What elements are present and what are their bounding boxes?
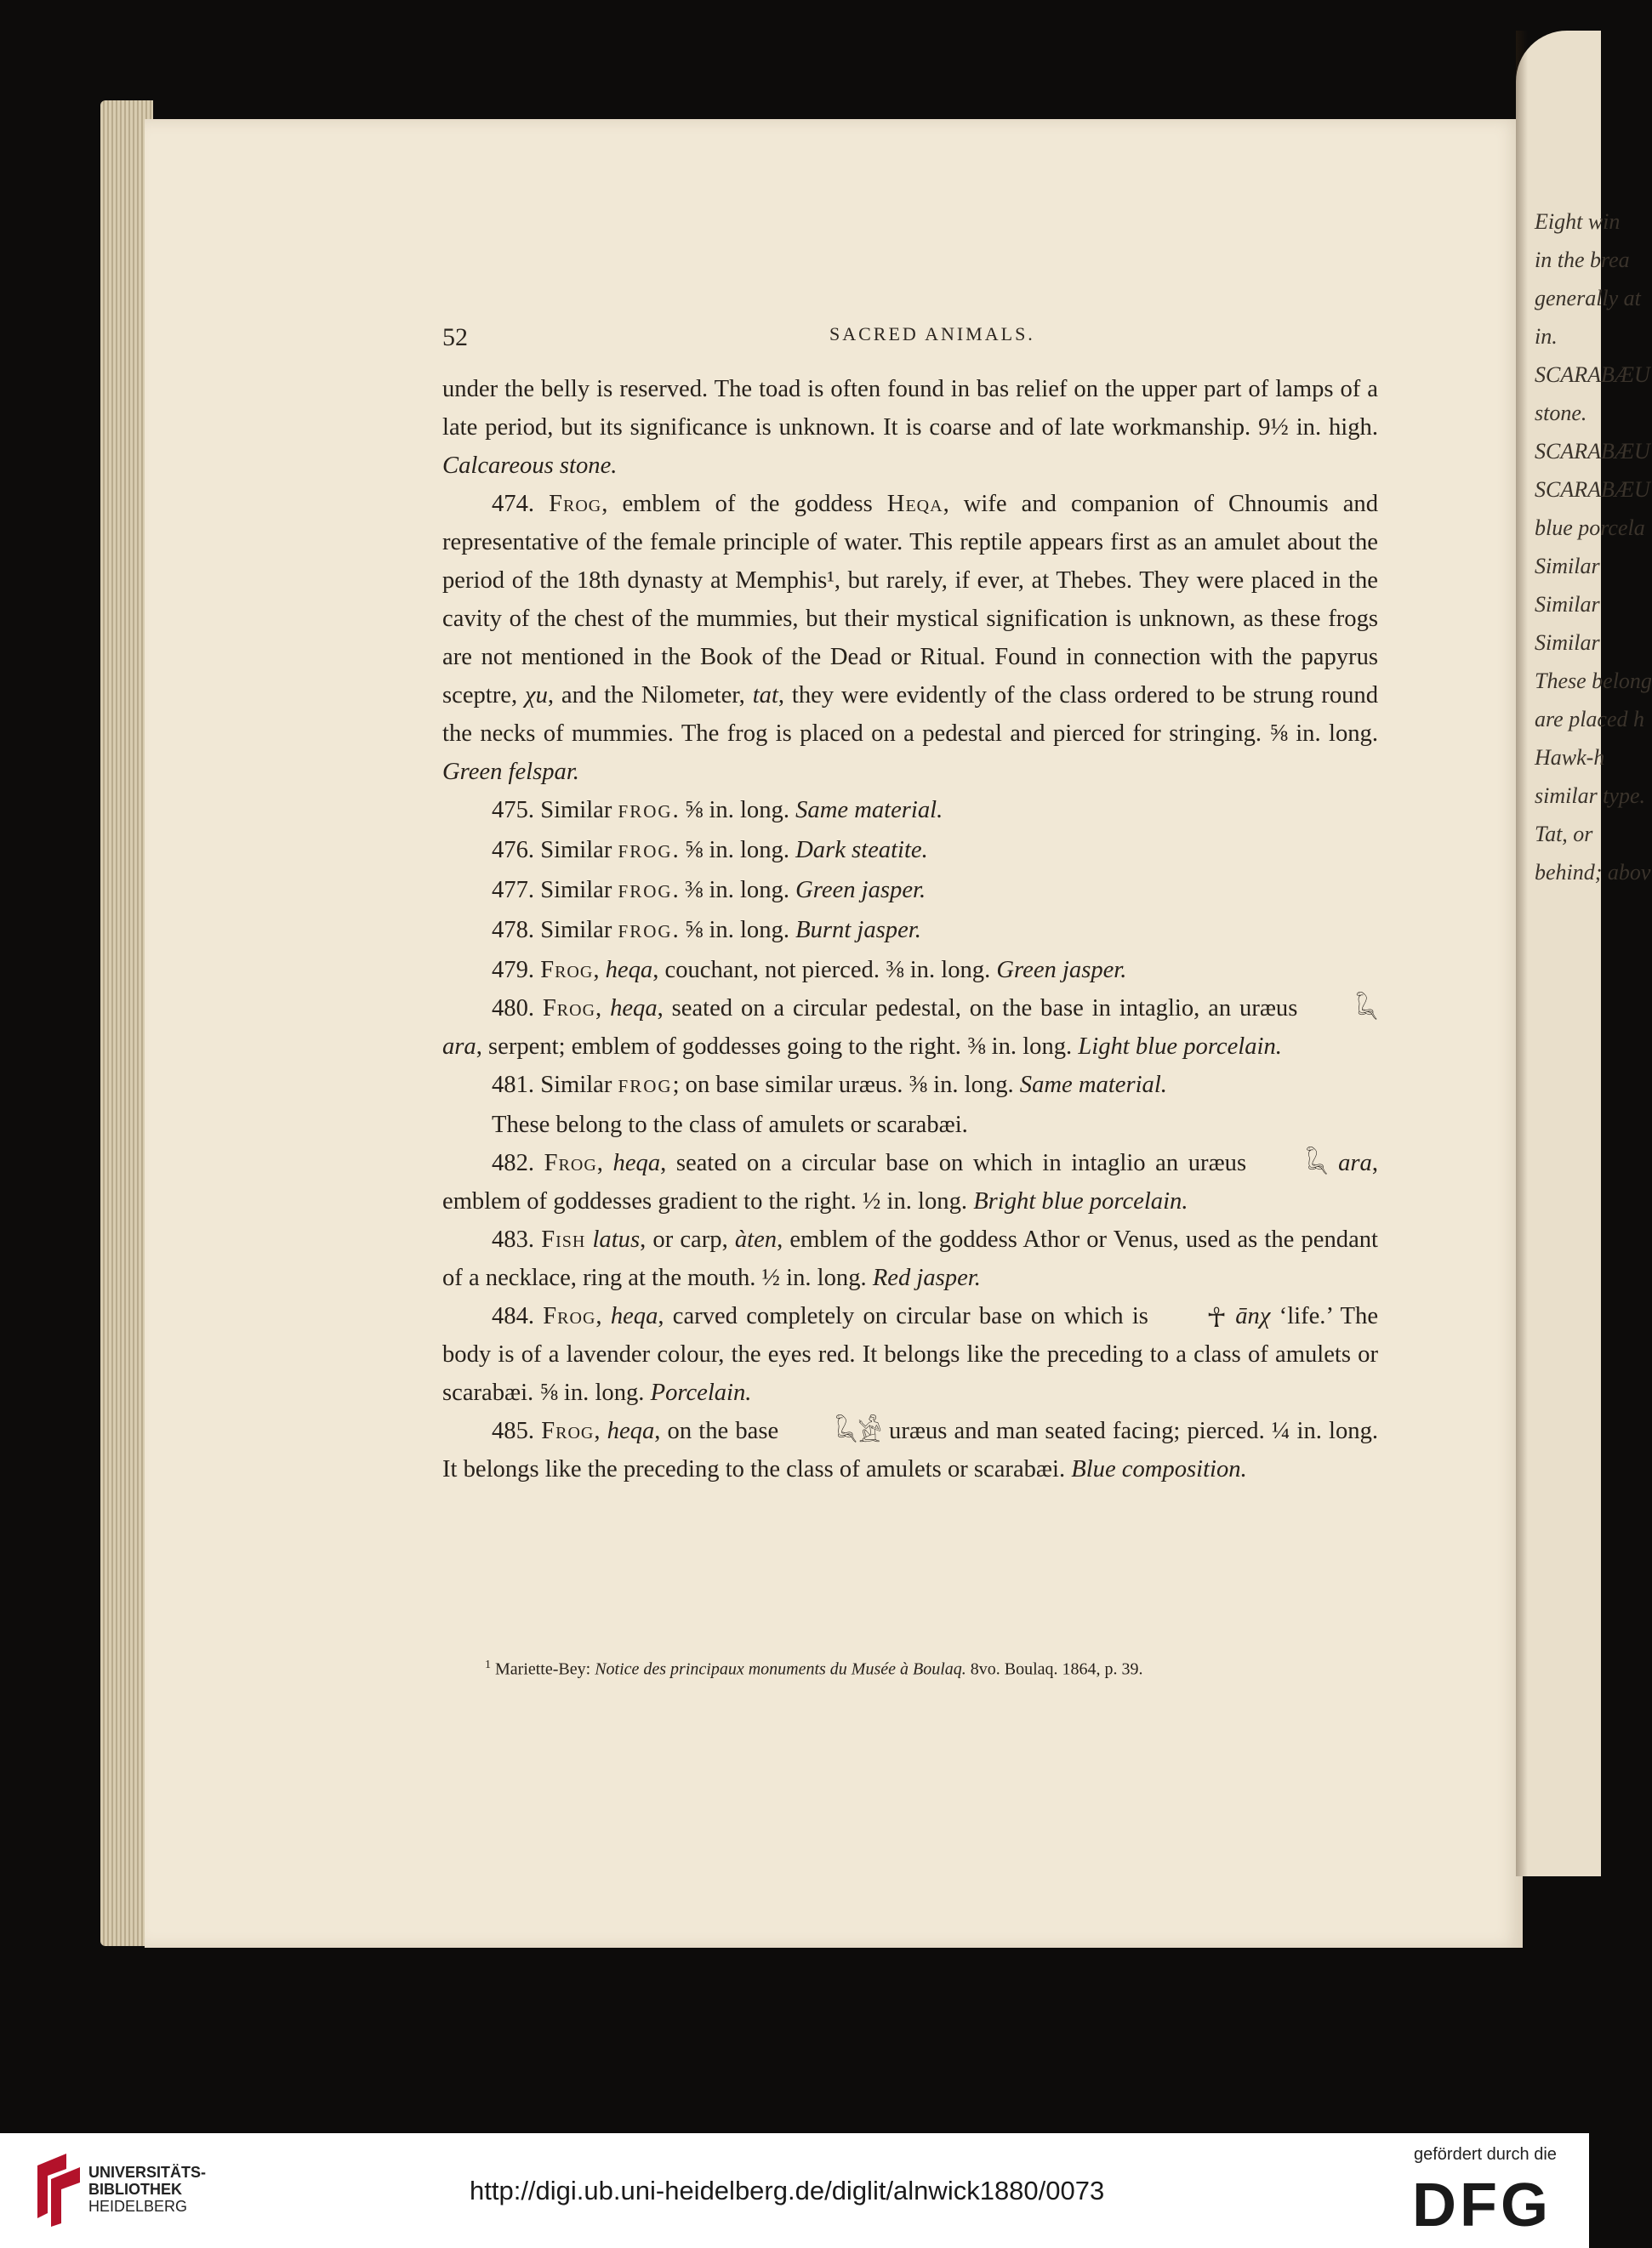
text-span: 478. Similar <box>492 917 618 943</box>
library-name <box>88 2164 206 2215</box>
text-span: Frog <box>544 1150 597 1176</box>
spine-shadow <box>1516 31 1528 1876</box>
text-span: Fish <box>541 1226 586 1253</box>
paragraph-p477 <box>442 871 1378 911</box>
text-span: , serpent; emblem of goddesses going to the right. ⅜ in. long. <box>476 1033 1079 1060</box>
facing-page-fragment: SCARABÆU <box>1535 477 1650 502</box>
text-span: , <box>595 1303 611 1329</box>
dfg-logo: DFG <box>1412 2171 1552 2239</box>
text-span: ; on base similar uræus. ⅜ in. long. <box>672 1072 1020 1098</box>
text-span: àten <box>734 1226 778 1253</box>
text-span: Porcelain. <box>650 1380 752 1406</box>
text-span: 484. <box>492 1303 544 1329</box>
facing-page-fragment: similar type. <box>1535 783 1645 808</box>
footnote-marker: 1 <box>485 1659 491 1671</box>
paragraph-p476 <box>442 831 1378 871</box>
text-span: χu <box>525 682 548 709</box>
paragraph-p0 <box>442 370 1378 485</box>
text-span: latus <box>592 1226 641 1253</box>
text-span: Frog <box>540 957 594 983</box>
facing-page-fragment: Similar <box>1535 592 1600 617</box>
paragraph-p479 <box>442 951 1378 989</box>
facing-page-edge <box>1516 31 1652 1876</box>
text-span: , <box>594 1418 607 1444</box>
text-span: tat <box>752 682 778 709</box>
text-span: 479. <box>492 957 541 983</box>
text-span: 485. <box>492 1418 542 1444</box>
text-span <box>1329 1150 1339 1176</box>
text-span: These belong to the class of amulets or scarabæi. <box>492 1112 968 1138</box>
text-span: . ⅝ in. long. <box>672 797 796 823</box>
text-span: , seated on a circular base on which in intaglio an uræus <box>660 1150 1256 1176</box>
footer-bar <box>0 2133 1589 2248</box>
text-span: heqa <box>612 1150 661 1176</box>
paragraph-p482 <box>442 1144 1378 1221</box>
footnote-author: Mariette-Bey: <box>495 1659 595 1679</box>
text-span: heqa <box>607 1418 655 1444</box>
body-text <box>442 370 1378 1488</box>
facing-page-fragment: These belong <box>1535 669 1652 693</box>
facing-page-fragment: in. <box>1535 324 1558 349</box>
text-span: Green felspar. <box>442 759 579 785</box>
text-span: 474. <box>492 491 550 517</box>
text-span: , emblem of the goddess <box>601 491 887 517</box>
text-span: , or carp, <box>640 1226 735 1253</box>
facing-page-fragment: Similar <box>1535 554 1600 578</box>
paragraph-p474 <box>442 485 1378 791</box>
facing-page-fragment: Eight win <box>1535 209 1621 234</box>
text-span: Green jasper. <box>795 877 926 903</box>
text-span: 475. Similar <box>492 797 618 823</box>
text-span: , <box>593 957 606 983</box>
text-span: FROG <box>618 921 673 942</box>
text-span: 476. Similar <box>492 837 618 863</box>
text-span: , they were evidently of the class ordered to be strung round the necks of mummies. The frog is placed on a pedestal and pierced for stringing. ⅝ in. long. <box>442 682 1379 747</box>
hieroglyph-icon: 𓆗 <box>1305 1149 1329 1180</box>
text-span: Same material. <box>795 797 943 823</box>
text-span: Light blue porcelain. <box>1078 1033 1282 1060</box>
paragraph-p481b <box>442 1106 1378 1144</box>
text-span: Burnt jasper. <box>795 917 921 943</box>
facing-page-fragment: SCARABÆU <box>1535 362 1650 387</box>
facing-page-fragment: stone. <box>1535 401 1587 425</box>
footnote-work: Notice des principaux monuments du Musée à Boulaq. <box>595 1659 966 1679</box>
footnote <box>485 1659 1378 1680</box>
text-span: ara <box>1338 1150 1372 1176</box>
text-span: , carved completely on circular base on which is <box>658 1303 1158 1329</box>
text-span: FROG <box>618 841 673 862</box>
text-span: , on the base <box>654 1418 786 1444</box>
text-span: ‘life.’ The body is of a lavender colour, the eyes red. It belongs like the preceding to a class of amulets or scarabæi. ⅝ in. long. <box>442 1303 1379 1406</box>
text-span: FROG <box>618 881 673 902</box>
paragraph-p475 <box>442 791 1378 831</box>
facing-page-fragment: Similar <box>1535 630 1600 655</box>
text-span: heqa <box>605 957 653 983</box>
library-name-line3: HEIDELBERG <box>88 2198 188 2215</box>
text-span: Frog <box>549 491 602 517</box>
text-span: ānχ <box>1235 1303 1271 1329</box>
text-span: 480. <box>492 995 543 1022</box>
footnote-rest: 8vo. Boulaq. 1864, p. 39. <box>966 1659 1143 1679</box>
paragraph-p485 <box>442 1412 1378 1488</box>
hieroglyph-icon: 𓆗 <box>1355 994 1379 1025</box>
facing-page-fragment: Hawk-h <box>1535 745 1605 770</box>
paragraph-p480 <box>442 989 1378 1066</box>
text-span: 481. Similar <box>492 1072 618 1098</box>
text-span: 477. Similar <box>492 877 618 903</box>
text-span: . ⅝ in. long. <box>672 837 796 863</box>
facing-page-fragment: generally at <box>1535 286 1641 310</box>
facing-page-fragment: Tat, or <box>1535 822 1593 846</box>
text-span: . ⅜ in. long. <box>672 877 796 903</box>
facing-page-fragment: behind; abov <box>1535 860 1651 885</box>
text-span: , emblem of goddesses gradient to the right. ½ in. long. <box>442 1150 1378 1215</box>
text-span: , and the Nilometer, <box>547 682 753 709</box>
paragraph-p483 <box>442 1221 1378 1297</box>
text-span: Green jasper. <box>996 957 1127 983</box>
text-span: heqa <box>610 1303 658 1329</box>
text-span: uræus and man seated facing; pierced. ¼ in. long. It belongs like the preceding to the class of amulets or scarabæi. <box>442 1418 1379 1483</box>
facing-page-fragment: in the brea <box>1535 248 1630 272</box>
text-span <box>1227 1303 1235 1329</box>
hieroglyph-icon: ☥ <box>1206 1302 1228 1333</box>
text-span: 483. <box>492 1226 542 1253</box>
library-name-line2: BIBLIOTHEK <box>88 2181 182 2198</box>
text-span: ara <box>442 1033 476 1060</box>
paragraph-p478 <box>442 911 1378 951</box>
sponsor-label: gefördert durch die <box>1414 2145 1557 2164</box>
text-span: Dark steatite. <box>795 837 928 863</box>
text-span: , <box>596 1150 613 1176</box>
text-span: , emblem of the goddess Athor or Venus, used as the pendant of a necklace, ring at the mouth. ½ in. long. <box>442 1226 1379 1291</box>
facing-page-fragment: SCARABÆU <box>1535 439 1650 464</box>
text-span: , <box>595 995 611 1022</box>
text-span: Calcareous stone. <box>442 452 618 479</box>
text-span: . ⅝ in. long. <box>672 917 796 943</box>
text-span: FROG <box>618 801 673 822</box>
text-span: heqa <box>610 995 658 1022</box>
text-span: Frog <box>542 995 596 1022</box>
permalink-url[interactable]: http://digi.ub.uni-heidelberg.de/diglit/alnwick1880/0073 <box>470 2176 1105 2205</box>
running-head <box>442 323 1378 352</box>
facing-page-fragment: blue porcela <box>1535 515 1645 540</box>
text-span: Same material. <box>1019 1072 1167 1098</box>
text-span: Heqa <box>886 491 943 517</box>
library-name-line1: UNIVERSITÄTS- <box>88 2164 207 2181</box>
text-span: Frog <box>543 1303 596 1329</box>
paragraph-p484 <box>442 1297 1378 1412</box>
library-logo-icon <box>29 2150 88 2227</box>
page-number: 52 <box>442 323 468 351</box>
text-span: FROG <box>618 1076 673 1096</box>
text-span: 482. <box>492 1150 544 1176</box>
text-span: , couchant, not pierced. ⅜ in. long. <box>652 957 997 983</box>
running-title: SACRED ANIMALS. <box>829 323 1035 344</box>
text-span: under the belly is reserved. The toad is often found in bas relief on the upper part of lamps of a late period, but its significance is unknown. It is coarse and of late workmanship. 9½ in. high. <box>442 376 1378 441</box>
text-span: Blue composition. <box>1071 1456 1247 1483</box>
text-span: Red jasper. <box>872 1265 981 1291</box>
paragraph-p481 <box>442 1066 1378 1106</box>
text-span: Frog <box>541 1418 595 1444</box>
hieroglyph-icon: 𓆗𓀀 <box>835 1417 882 1448</box>
text-span: , seated on a circular pedestal, on the base in intaglio, an uræus <box>657 995 1307 1022</box>
text-span: , wife and companion of Chnoumis and representative of the female principle of water. This reptile appears first as an amulet about the period of the 18th dynasty at Memphis¹, but rarely, if ever, at Thebes. They were placed in the cavity of the chest of the mummies, but their mystical signification is unknown, as these frogs are not mentioned in the Book of the Dead or Ritual. Found in connection with the papyrus sceptre, <box>442 491 1378 709</box>
text-span: Bright blue porcelain. <box>973 1188 1188 1215</box>
facing-page-fragment: are placed h <box>1535 707 1644 731</box>
